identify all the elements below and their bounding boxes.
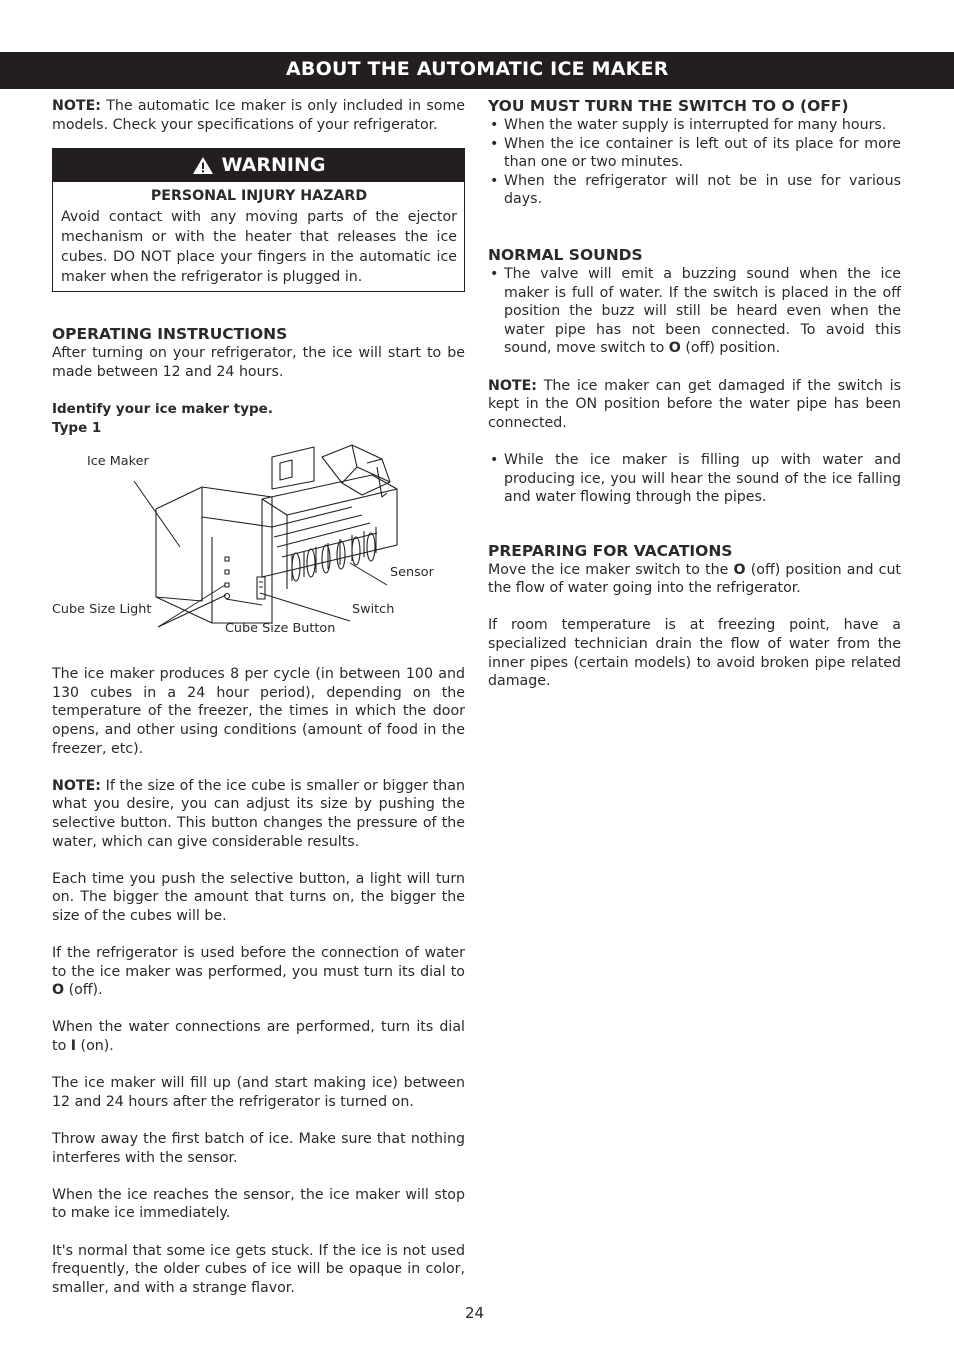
- vacations-heading: PREPARING FOR VACATIONS: [488, 541, 733, 560]
- label-cube-size-button: Cube Size Button: [225, 621, 336, 637]
- header-banner: [0, 52, 954, 89]
- identify-label: Identify your ice maker type.: [52, 400, 273, 417]
- operating-heading: OPERATING INSTRUCTIONS: [52, 325, 288, 344]
- para-connections-done: When the water connections are performed, turn its dial to I (on).: [52, 1019, 465, 1055]
- para-vacation-switch: Move the ice maker switch to the O (off) position and cut the flow of water going into the refrigerator.: [488, 561, 901, 597]
- warning-title: WARNING: [221, 154, 326, 177]
- para-stuck-ice: It's normal that some ice gets stuck. If the ice is not used frequently, the older cubes of ice will be opaque in color, smaller, and with a strange flavor.: [52, 1242, 465, 1296]
- hazard-title: PERSONAL INJURY HAZARD: [150, 188, 368, 205]
- para-before-connection: If the refrigerator is used before the connection of water to the ice maker was performed, you must turn its dial to O (off).: [52, 945, 465, 999]
- label-sensor: Sensor: [390, 565, 434, 581]
- warning-triangle-icon: [192, 156, 214, 175]
- warning-body: [53, 182, 464, 291]
- operating-text: After turning on your refrigerator, the ice will start to be made between 12 and 24 hours.: [52, 345, 465, 380]
- para-produces: The ice maker produces 8 per cycle (in between 100 and 130 cubes in a 24 hour period), depending on the temperature of the freezer, the times in which the door opens, and other using conditions (amount of food in the freezer, etc).: [52, 666, 465, 757]
- para-fill-up: The ice maker will fill up (and start making ice) between 12 and 24 hours after the refrigerator is turned on.: [52, 1075, 465, 1110]
- page-title: ABOUT THE AUTOMATIC ICE MAKER: [286, 58, 669, 80]
- para-vacation-drain: If room temperature is at freezing point, have a specialized technician drain the flow of water from the inner pipes (certain models) to avoid broken pipe related damage.: [488, 617, 901, 690]
- intro-note: NOTE: The automatic Ice maker is only included in some models. Check your specifications of your refrigerator.: [52, 98, 465, 133]
- label-switch: Switch: [352, 602, 395, 618]
- note-cube-size: NOTE: If the size of the ice cube is smaller or bigger than what you desire, you can adjust its size by pushing the selective button. This button changes the pressure of the water, which can give considerable results.: [52, 777, 465, 850]
- type-label: Type 1: [52, 419, 102, 436]
- note-damage: NOTE: The ice maker can get damaged if the switch is kept in the ON position before the water pipe has been connected.: [488, 377, 901, 431]
- label-ice-maker: Ice Maker: [87, 454, 149, 470]
- label-cube-size-light: Cube Size Light: [52, 602, 152, 618]
- list-item: • While the ice maker is filling up with water and producing ice, you will hear the sound of the ice falling and water flowing through the pipes.: [488, 451, 901, 507]
- warning-box: [52, 148, 465, 292]
- sounds-heading: NORMAL SOUNDS: [488, 245, 643, 264]
- right-column: [488, 97, 901, 691]
- warning-text: Avoid contact with any moving parts of the ejector mechanism or with the heater that releases the ice cubes. DO NOT place your fingers in the automatic ice maker when the refrigerator is plugged in.: [61, 209, 457, 286]
- sounds-list: [488, 265, 901, 358]
- para-throw-away: Throw away the first batch of ice. Make sure that nothing interferes with the sensor.: [52, 1131, 465, 1166]
- list-item: • When the refrigerator will not be in use for various days.: [488, 172, 901, 209]
- warning-header: [53, 149, 464, 182]
- page-number: 24: [465, 1304, 485, 1322]
- list-item: • The valve will emit a buzzing sound when the ice maker is full of water. If the switch is placed in the off position the buzz will still be heard even when the water pipe has not been connected. To avoid this sound, move switch to O (off) position.: [488, 265, 901, 358]
- para-sensor-stop: When the ice reaches the sensor, the ice maker will stop to make ice immediately.: [52, 1186, 465, 1222]
- para-selective-light: Each time you push the selective button, a light will turn on. The bigger the amount that turns on, the bigger the size of the cubes will be.: [52, 870, 465, 924]
- list-item: • When the ice container is left out of its place for more than one or two minutes.: [488, 135, 901, 172]
- left-column: [52, 97, 465, 1297]
- filling-list: [488, 451, 901, 507]
- switch-heading: YOU MUST TURN THE SWITCH TO O (OFF): [488, 97, 849, 115]
- switch-list: [488, 116, 901, 209]
- list-item: • When the water supply is interrupted for many hours.: [488, 116, 901, 135]
- ice-maker-figure: [52, 437, 465, 659]
